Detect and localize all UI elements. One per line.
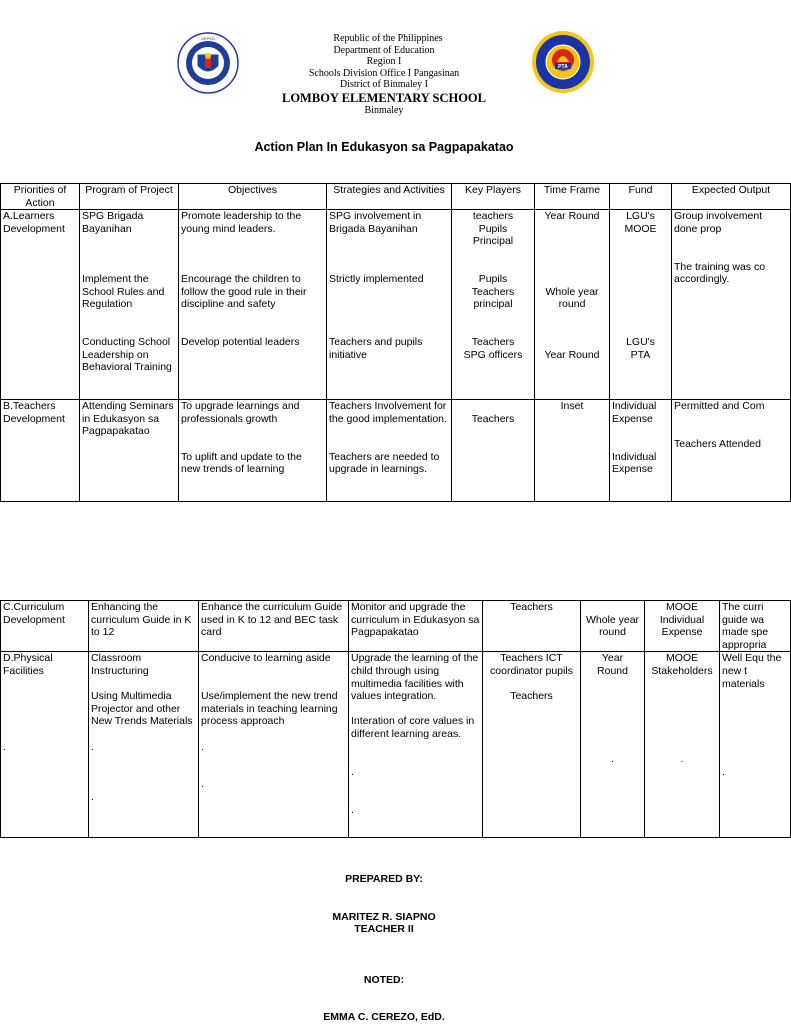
header-objectives: Objectives xyxy=(179,184,327,210)
header-division: Schools Division Office I Pangasinan xyxy=(308,67,460,79)
header-region: Region I xyxy=(366,56,402,68)
svg-text:PTA: PTA xyxy=(558,64,568,70)
action-plan-table-1 xyxy=(0,183,791,502)
cell-program: Attending Seminars in Edukasyon sa Pagpapakatao xyxy=(80,400,179,502)
cell-expected-output: The curri guide wa made spe appropria xyxy=(720,601,791,652)
cell-time-frame: Whole year round xyxy=(581,601,645,652)
cell-expected-output: Well Equ the new t materials . xyxy=(720,652,791,838)
header-priorities: Priorities of Action xyxy=(1,184,80,210)
svg-text:DEPED: DEPED xyxy=(201,36,215,41)
noter-name: EMMA C. CEREZO, EdD. xyxy=(323,1011,445,1023)
table-row xyxy=(1,400,791,502)
prepared-by-label: PREPARED BY: xyxy=(345,873,423,885)
cell-fund: MOOE Stakeholders . xyxy=(645,652,720,838)
table-header-row xyxy=(1,184,791,210)
cell-priority: A.Learners Development xyxy=(1,210,80,400)
cell-program: Classroom Instructuring Using Multimedia Projector and other New Trends Materials . . xyxy=(89,652,199,838)
cell-objectives: Promote leadership to the young mind leaders. Encourage the children to follow the good rule in their discipline and safety Develop potential leaders xyxy=(179,210,327,400)
header-school-name: LOMBOY ELEMENTARY SCHOOL xyxy=(282,90,486,105)
header-republic: Republic of the Philippines xyxy=(333,33,443,44)
cell-program: Enhancing the curriculum Guide in K to 12 xyxy=(89,601,199,652)
cell-fund: MOOE Individual Expense xyxy=(645,601,720,652)
cell-fund: Individual Expense Individual Expense xyxy=(610,400,672,502)
cell-program: SPG Brigada Bayanihan Implement the School Rules and Regulation Conducting School Leadership on Behavioral Training xyxy=(80,210,179,400)
cell-key-players: Teachers xyxy=(452,400,535,502)
header-key-players: Key Players xyxy=(452,184,535,210)
cell-priority: B.Teachers Development xyxy=(1,400,80,502)
document-title: Action Plan In Edukasyon sa Pagpapakatao xyxy=(254,140,514,154)
noted-label: NOTED: xyxy=(363,974,405,986)
header-town: Binmaley xyxy=(364,104,404,116)
header-district: District of Binmaley I xyxy=(339,79,429,91)
cell-priority: C.Curriculum Development xyxy=(1,601,89,652)
table-row xyxy=(1,601,791,652)
header-time-frame: Time Frame xyxy=(535,184,610,210)
cell-time-frame: Year Round Whole year round Year Round xyxy=(535,210,610,400)
table-row xyxy=(1,652,791,838)
header-department: Department of Education xyxy=(333,44,435,56)
cell-key-players: Teachers ICT coordinator pupils Teachers xyxy=(483,652,581,838)
cell-objectives: To upgrade learnings and professionals growth To uplift and update to the new trends of learning xyxy=(179,400,327,502)
cell-fund: LGU's MOOE LGU's PTA xyxy=(610,210,672,400)
cell-expected-output: Group involvement done prop The training was co accordingly. xyxy=(672,210,791,400)
cell-expected-output: Permitted and Com Teachers Attended xyxy=(672,400,791,502)
cell-objectives: Enhance the curriculum Guide used in K to 12 and BEC task card xyxy=(199,601,349,652)
preparer-title: TEACHER II xyxy=(354,923,414,935)
table-row xyxy=(1,210,791,400)
header-strategies: Strategies and Activities xyxy=(327,184,452,210)
header-program: Program of Project xyxy=(80,184,179,210)
cell-priority: D.Physical Facilities . xyxy=(1,652,89,838)
cell-strategies: Monitor and upgrade the curriculum in Edukasyon sa Pagpapakatao xyxy=(349,601,483,652)
header-block xyxy=(0,33,768,117)
header-fund: Fund xyxy=(610,184,672,210)
cell-time-frame: Year Round . xyxy=(581,652,645,838)
action-plan-table-2 xyxy=(0,600,791,838)
cell-time-frame: Inset xyxy=(535,400,610,502)
cell-key-players: teachers Pupils Principal Pupils Teachers principal Teachers SPG officers xyxy=(452,210,535,400)
cell-strategies: SPG involvement in Brigada Bayanihan Strictly implemented Teachers and pupils initiative xyxy=(327,210,452,400)
cell-key-players: Teachers xyxy=(483,601,581,652)
header-expected-output: Expected Output xyxy=(672,184,791,210)
preparer-name: MARITEZ R. SIAPNO xyxy=(332,911,436,923)
cell-objectives: Conducive to learning aside Use/implement the new trend materials in teaching learning process approach . . xyxy=(199,652,349,838)
cell-strategies: Upgrade the learning of the child through using multimedia facilities with values integration. Interation of core values in different learning areas. . . xyxy=(349,652,483,838)
cell-strategies: Teachers Involvement for the good implementation. Teachers are needed to upgrade in learnings. xyxy=(327,400,452,502)
